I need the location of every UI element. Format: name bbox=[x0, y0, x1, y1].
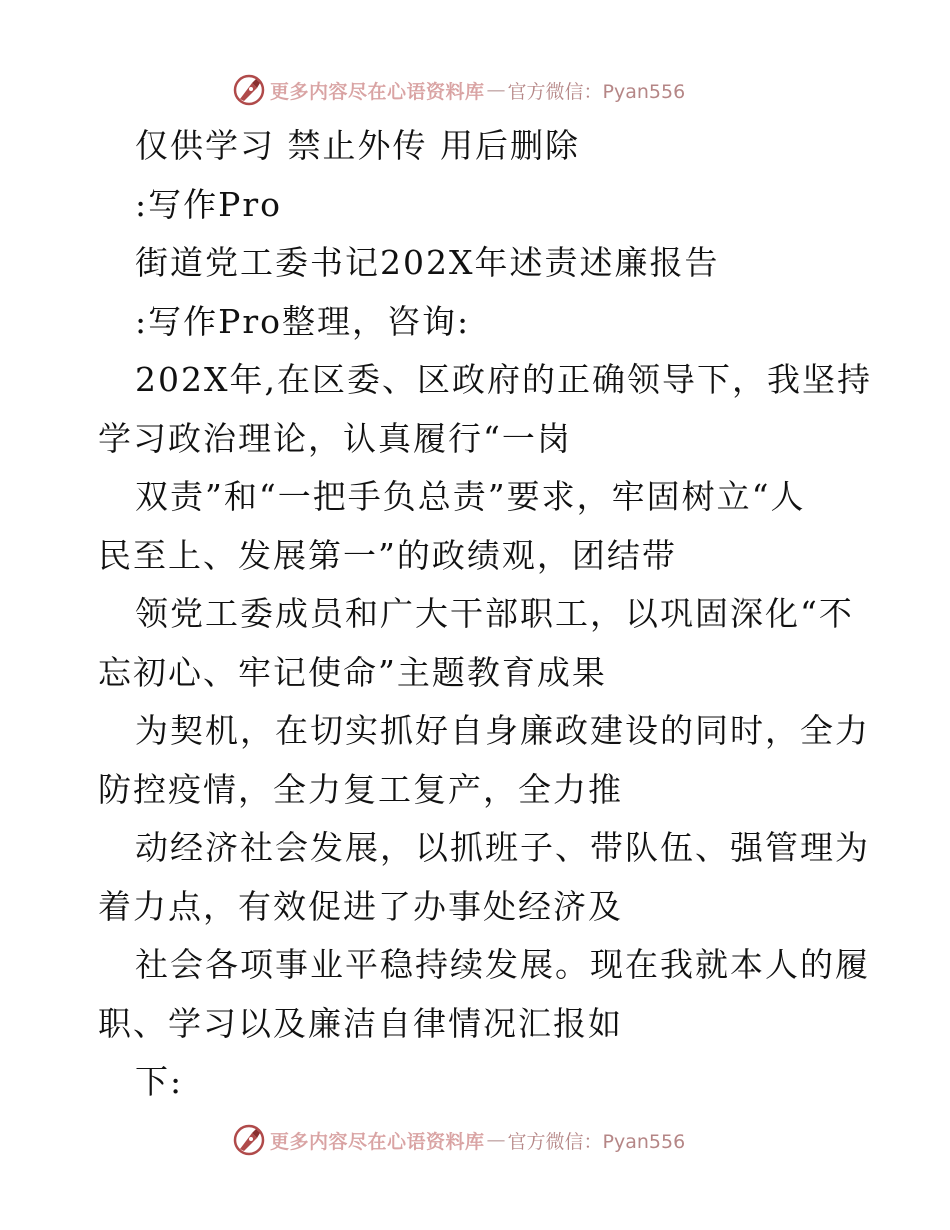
pen-nib-logo-icon bbox=[232, 1123, 266, 1157]
source-note-line: :写作Pro整理，咨询: bbox=[135, 301, 471, 341]
paragraph-line: 学习政治理论，认真履行“一岗 bbox=[98, 418, 572, 458]
source-line: :写作Pro bbox=[135, 184, 282, 224]
paragraph-line: 202X年,在区委、区政府的正确领导下，我坚持 bbox=[135, 360, 872, 399]
notice-line: 仅供学习 禁止外传 用后删除 bbox=[135, 126, 580, 165]
paragraph-line: 民至上、发展第一”的政绩观，团结带 bbox=[98, 535, 677, 575]
paragraph-line: 着力点，有效促进了办事处经济及 bbox=[98, 886, 623, 926]
document-body bbox=[98, 117, 872, 1112]
watermark-separator: — bbox=[486, 79, 506, 101]
watermark-text: 更多内容尽在心语资料库 bbox=[270, 80, 485, 103]
watermark-contact: 官方微信：Pyan556 bbox=[507, 1130, 686, 1153]
paragraph-line: 忘初心、牢记使命”主题教育成果 bbox=[98, 652, 607, 692]
paragraph-line: 双责”和“一把手负总责”要求，牢固树立“人 bbox=[135, 477, 806, 516]
watermark-contact: 官方微信：Pyan556 bbox=[507, 80, 686, 103]
paragraph-line: 领党工委成员和广大干部职工，以巩固深化“不 bbox=[135, 594, 854, 633]
document-title: 街道党工委书记202X年述责述廉报告 bbox=[135, 243, 720, 282]
paragraph-line: 社会各项事业平稳持续发展。现在我就本人的履 bbox=[135, 945, 870, 984]
paragraph-line: 防控疫情，全力复工复产，全力推 bbox=[98, 769, 623, 809]
paragraph-line: 动经济社会发展，以抓班子、带队伍、强管理为 bbox=[135, 828, 870, 867]
paragraph-line: 为契机，在切实抓好自身廉政建设的同时，全力 bbox=[135, 711, 870, 750]
watermark-separator: — bbox=[486, 1129, 506, 1151]
header-watermark bbox=[232, 72, 685, 108]
paragraph-line: 下: bbox=[135, 1062, 184, 1101]
footer-watermark bbox=[232, 1122, 685, 1158]
paragraph-line: 职、学习以及廉洁自律情况汇报如 bbox=[98, 1003, 623, 1043]
watermark-text: 更多内容尽在心语资料库 bbox=[270, 1130, 485, 1153]
pen-nib-logo-icon bbox=[232, 73, 266, 107]
